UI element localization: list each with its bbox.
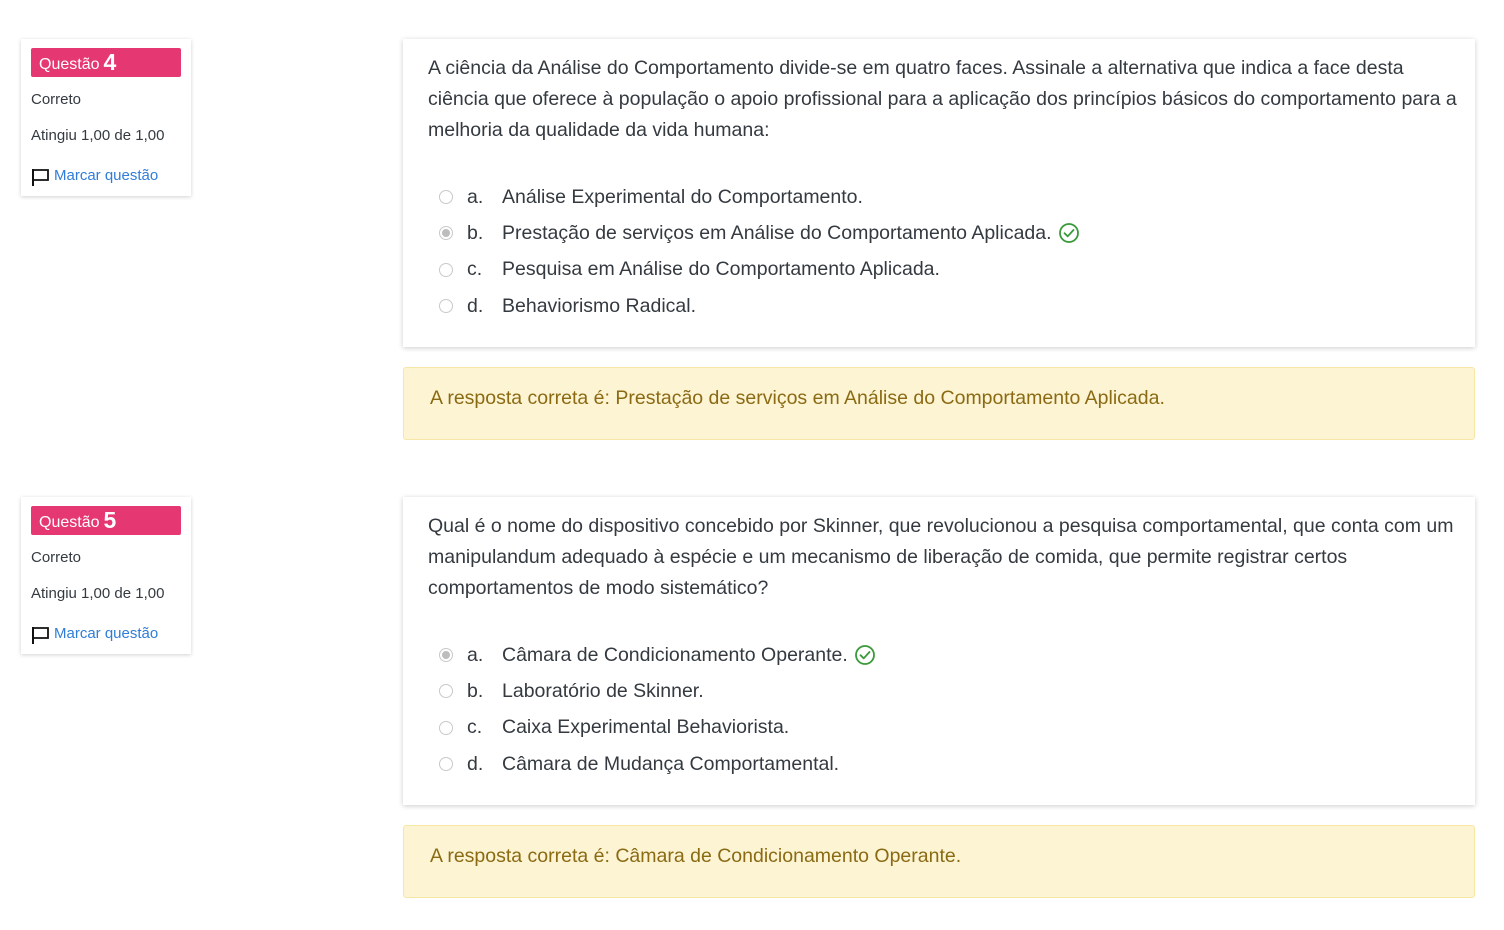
flag-question-label: Marcar questão (54, 166, 159, 184)
feedback-text: A resposta correta é: Prestação de serviços em Análise do Comportamento Aplicada. (430, 387, 1165, 409)
question-label: Questão (39, 56, 100, 73)
question-number-badge (31, 48, 181, 77)
answer-radio-selected[interactable] (439, 226, 453, 240)
answer-text: Câmara de Mudança Comportamental. (502, 752, 840, 775)
question-grade: Atingiu 1,00 de 1,00 (31, 127, 165, 144)
question-content-card (403, 39, 1475, 347)
answer-option-c[interactable] (439, 710, 876, 746)
check-circle-icon (854, 644, 876, 666)
question-info-card (21, 497, 191, 654)
question-state: Correto (31, 91, 82, 108)
answer-option-b[interactable] (439, 673, 876, 709)
question-number: 4 (103, 49, 117, 75)
question-number: 5 (103, 507, 117, 533)
answer-text: Behaviorismo Radical. (502, 294, 697, 317)
answer-list (439, 637, 876, 782)
answer-radio[interactable] (439, 721, 453, 735)
flag-question-link[interactable] (31, 621, 158, 645)
answer-option-d[interactable] (439, 288, 1080, 324)
question-text: A ciência da Análise do Comportamento divide-se em quatro faces. Assinale a alternativa que indica a face desta ciência que oferece à população o apoio profissional para a aplicação dos princípios básicos do comportamento para a melhoria da qualidade da vida humana: (428, 57, 1457, 141)
answer-text: Pesquisa em Análise do Comportamento Aplicada. (502, 258, 940, 281)
flag-question-link[interactable] (31, 163, 158, 187)
answer-option-a[interactable] (439, 637, 876, 673)
answer-letter: a. (467, 643, 484, 666)
question-text: Qual é o nome do dispositivo concebido por Skinner, que revolucionou a pesquisa comportamental, que conta com um manipulandum adequado à espécie e um mecanismo de liberação de comida, que permite registrar certos comportamentos de modo sistemático? (428, 515, 1454, 599)
correct-answer-feedback (403, 367, 1475, 440)
answer-text: Prestação de serviços em Análise do Comportamento Aplicada. (502, 221, 1052, 244)
answer-text: Laboratório de Skinner. (502, 679, 704, 702)
answer-radio[interactable] (439, 299, 453, 313)
correct-answer-feedback (403, 825, 1475, 898)
answer-text: Análise Experimental do Comportamento. (502, 185, 863, 208)
flag-question-label: Marcar questão (54, 624, 159, 642)
answer-letter: b. (467, 221, 484, 244)
answer-list (439, 179, 1080, 324)
answer-option-b[interactable] (439, 215, 1080, 251)
answer-radio[interactable] (439, 263, 453, 277)
answer-radio[interactable] (439, 684, 453, 698)
question-grade: Atingiu 1,00 de 1,00 (31, 585, 165, 602)
answer-option-a[interactable] (439, 179, 1080, 215)
answer-radio[interactable] (439, 190, 453, 204)
check-circle-icon (1058, 222, 1080, 244)
answer-letter: d. (467, 294, 484, 317)
question-number-badge (31, 506, 181, 535)
answer-letter: d. (467, 752, 484, 775)
answer-text: Caixa Experimental Behaviorista. (502, 716, 790, 739)
flag-icon (31, 625, 51, 645)
answer-option-c[interactable] (439, 252, 1080, 288)
answer-option-d[interactable] (439, 746, 876, 782)
answer-radio-selected[interactable] (439, 648, 453, 662)
question-info-card (21, 39, 191, 196)
feedback-text: A resposta correta é: Câmara de Condicionamento Operante. (430, 845, 962, 867)
question-content-card (403, 497, 1475, 805)
flag-icon (31, 167, 51, 187)
answer-letter: b. (467, 679, 484, 702)
answer-letter: a. (467, 185, 484, 208)
answer-letter: c. (467, 716, 483, 739)
question-state: Correto (31, 549, 82, 566)
answer-letter: c. (467, 258, 483, 281)
answer-text: Câmara de Condicionamento Operante. (502, 643, 848, 666)
question-label: Questão (39, 514, 100, 531)
answer-radio[interactable] (439, 757, 453, 771)
